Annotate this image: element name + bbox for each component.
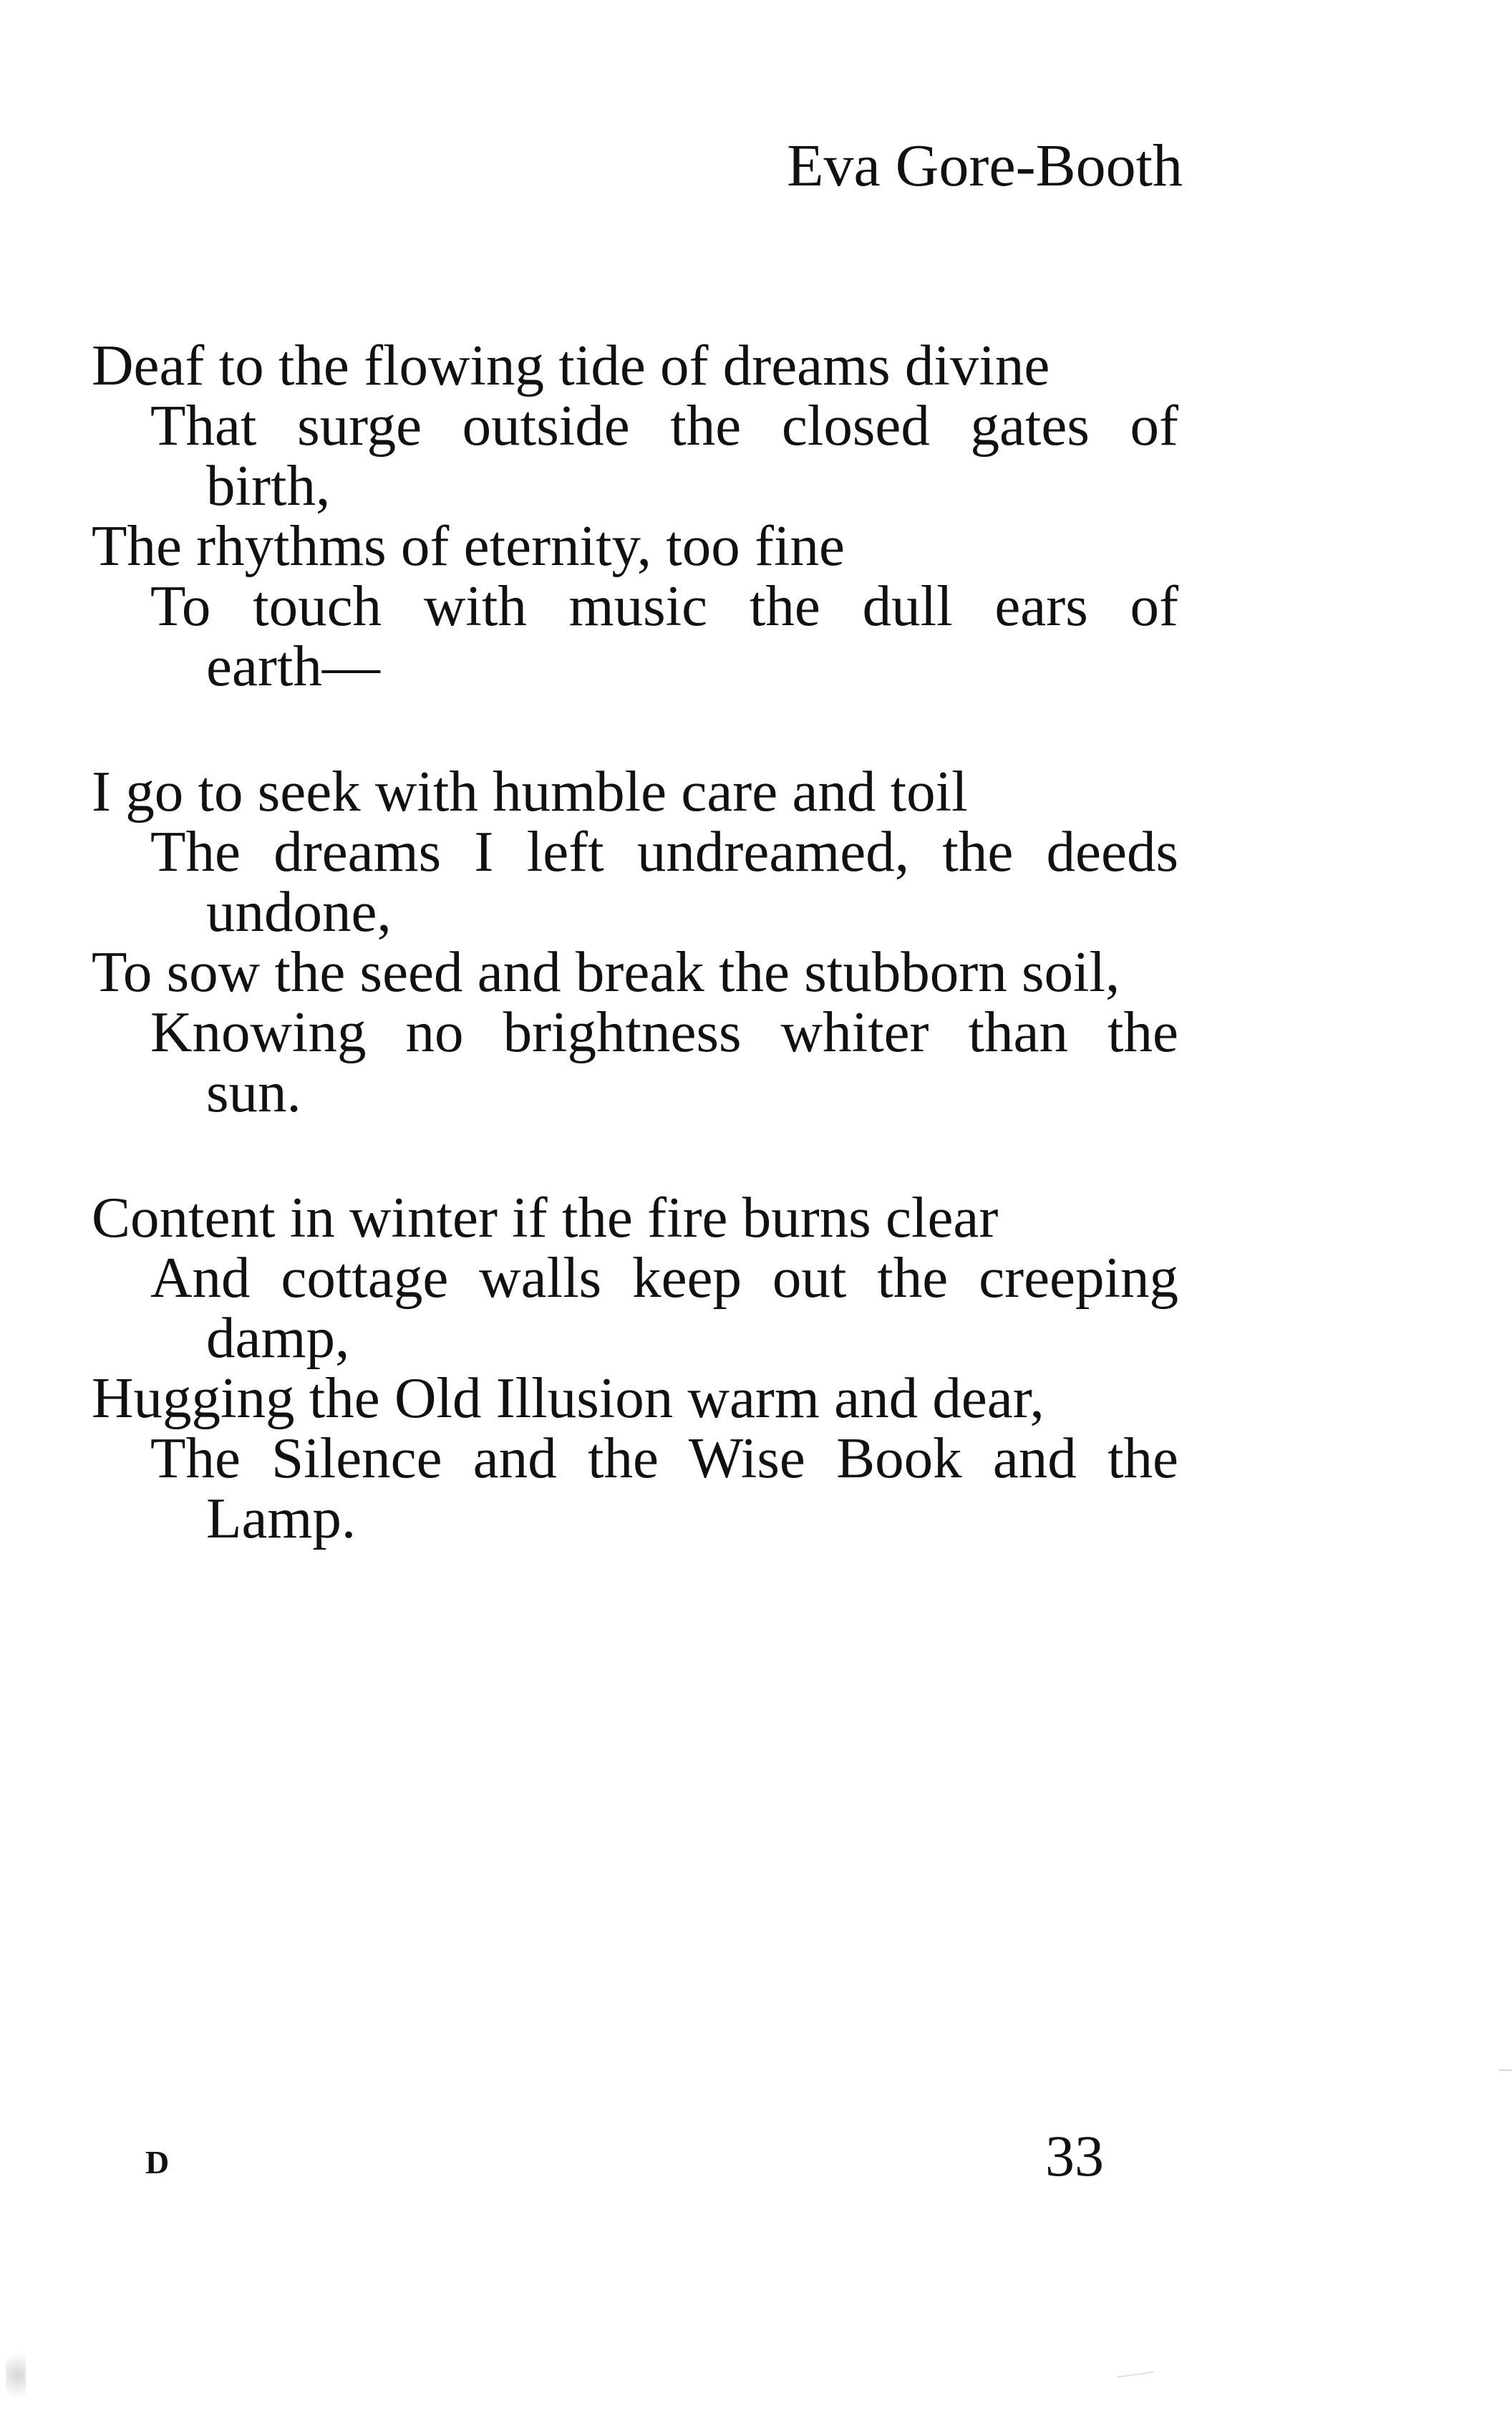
poem-line: damp, [206,1305,350,1370]
page-number: 33 [1045,2123,1104,2188]
poem-line: undone, [206,879,392,944]
poem-line: To sow the seed and break the stubborn soil, [92,940,1120,1004]
poem-line: earth— [206,634,380,698]
poem-line: That surge outside the closed gates of [150,393,1178,458]
signature-mark: D [145,2144,170,2181]
poem-body [92,335,1178,1613]
stanza-1 [92,335,1178,696]
poem-line: To touch with music the dull ears of [150,574,1178,638]
stanza-2 [92,761,1178,1122]
paper-stroke [1117,2371,1154,2377]
paper-speck [6,2352,26,2410]
poem-line: Deaf to the flowing tide of dreams divine [92,333,1050,397]
poem-line: Content in winter if the fire burns clear [92,1185,999,1250]
poem-line: And cottage walls keep out the creeping [150,1245,1178,1310]
poem-line: Lamp. [206,1486,357,1550]
poem-line: sun. [206,1060,301,1124]
scan-edge-mark [1499,2070,1512,2071]
running-head-author: Eva Gore-Booth [787,132,1183,199]
poem-line: The dreams I left undreamed, the deeds [150,819,1178,884]
poem-line: Knowing no brightness whiter than the [150,1000,1178,1064]
poem-line: The rhythms of eternity, too fine [92,513,845,578]
stanza-3 [92,1187,1178,1548]
poem-line: Hugging the Old Illusion warm and dear, [92,1366,1045,1430]
poem-line: I go to seek with humble care and toil [92,759,968,824]
poem-line: The Silence and the Wise Book and the [150,1426,1178,1490]
poem-line: birth, [206,453,331,518]
